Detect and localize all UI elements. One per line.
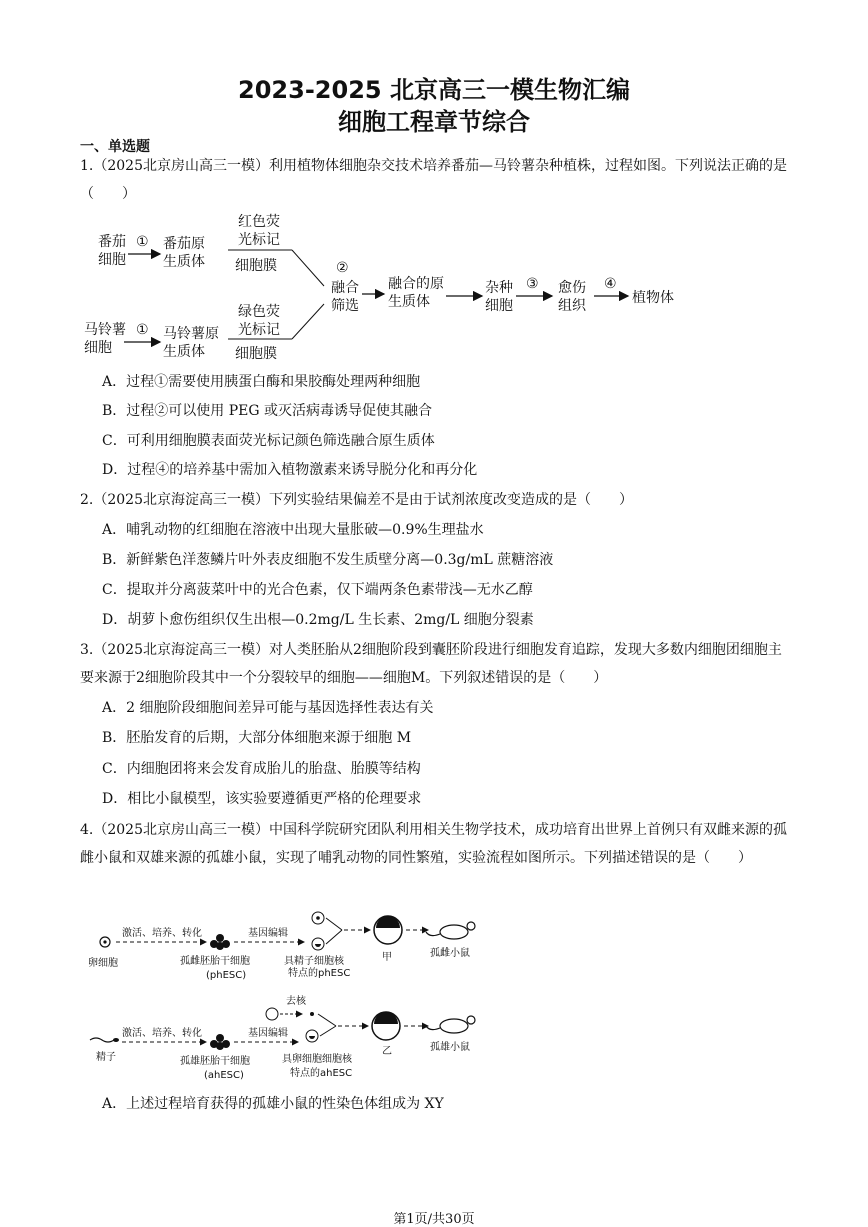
q2-option-c: C．提取并分离菠菜叶中的光合色素，仅下端两条色素带浅—无水乙醇 [102,582,533,598]
step4: ④ [604,276,617,292]
question-3-stem: 3.（2025北京海淀高三一模）对人类胚胎从2细胞阶段到囊胚阶段进行细胞发育追踪，发现大多数内细胞团细胞主要来源于2细胞阶段其中一个分裂较早的细胞——细胞M。下列叙述错误的是（ ） [80,642,782,686]
tomato-cell-label-2: 细胞 [98,252,126,268]
tomato-protoplast-2: 生质体 [163,254,205,270]
step1-bottom: ① [136,322,149,338]
sperm-label: 精子 [96,1052,116,1063]
activate-label-bottom: 激活、培养、转化 [122,1028,202,1039]
q3-option-d: D．相比小鼠模型，该实验要遵循更严格的伦理要求 [102,791,422,807]
q3-option-c: C．内细胞团将来会发育成胎儿的胎盘、胎膜等结构 [102,761,421,777]
phesc-label-2: (phESC) [206,970,247,981]
q1-option-d: D．过程④的培养基中需加入植物激素来诱导脱分化和再分化 [102,462,478,478]
fused-protoplast-2: 生质体 [388,294,430,310]
step1-top: ① [136,234,149,250]
q2-option-a: A．哺乳动物的红细胞在溶液中出现大量胀破—0.9%生理盐水 [102,522,484,538]
page-footer: 第1页/共30页 [393,1212,475,1227]
potato-protoplast-2: 生质体 [163,344,205,360]
callus-2: 组织 [558,298,586,314]
hybrid-cell-1: 杂种 [485,280,513,296]
activate-label-top: 激活、培养、转化 [122,928,202,939]
potato-protoplast-1: 马铃薯原 [163,326,219,342]
ahesc-label-2: (ahESC) [204,1070,244,1081]
q1-option-a: A．过程①需要使用胰蛋白酶和果胶酶处理两种细胞 [102,374,421,390]
tomato-protoplast-1: 番茄原 [163,236,205,252]
mouse-top-icon [426,922,475,939]
gene-edit-top: 基因编辑 [248,928,288,939]
hybrid-cell-2: 细胞 [485,298,513,314]
tomato-cell-label-1: 番茄 [98,234,126,250]
sperm-icon [90,1038,114,1042]
male-mouse-label: 孤雄小鼠 [430,1042,470,1053]
female-mouse-label: 孤雌小鼠 [430,948,470,959]
ahesc-egg-label-2: 特点的ahESC [290,1068,353,1079]
gene-edit-bottom: 基因编辑 [248,1028,288,1039]
q4-option-a: A．上述过程培育获得的孤雄小鼠的性染色体组成为 XY [102,1096,444,1112]
membrane-top: 细胞膜 [235,258,277,274]
potato-cell-label-1: 马铃薯 [84,322,126,338]
fusion-label-1: 融合 [331,280,359,296]
potato-cell-label-2: 细胞 [84,340,112,356]
page-title: 2023-2025 北京高三一模生物汇编 [238,76,630,104]
q2-option-d: D．胡萝卜愈伤组织仅生出根—0.2mg/L 生长素、2mg/L 细胞分裂素 [102,612,534,628]
red-label-2: 光标记 [238,232,280,248]
question-2-stem: 2.（2025北京海淀高三一模）下列实验结果偏差不是由于试剂浓度改变造成的是（ ） [80,492,633,508]
diagram-plant-somatic-hybridization [80,208,700,368]
q1-option-b: B．过程②可以使用 PEG 或灭活病毒诱导促使其融合 [102,403,433,419]
ahesc-cluster-icon [210,1034,230,1050]
egg-enucleated-icon [266,1008,278,1020]
ahesc-label-1: 孤雄胚胎干细胞 [180,1056,250,1067]
question-1-stem: 1.（2025北京房山高三一模）利用植物体细胞杂交技术培养番茄—马铃薯杂种植株，过程如图。下列说法正确的是（ ） [80,158,787,202]
jia-label: 甲 [382,952,392,963]
plant-label: 植物体 [632,290,674,306]
egg-label: 卵细胞 [88,958,118,969]
phesc-cluster-icon [210,934,230,950]
callus-1: 愈伤 [558,280,586,296]
question-4-stem: 4.（2025北京房山高三一模）中国科学院研究团队利用相关生物学技术，成功培育出世界上首例只有双雌来源的孤雌小鼠和双雄来源的孤雄小鼠，实现了哺乳动物的同性繁殖，实验流程如图所示。下列描述错误的是（ ） [80,822,787,866]
enucleate-label: 去核 [286,996,306,1007]
step3: ③ [526,276,539,292]
fusion-label-2: 筛选 [331,298,359,314]
phesc-sperm-label-2: 特点的phESC [288,968,351,979]
q2-option-b: B．新鲜紫色洋葱鳞片叶外表皮细胞不发生质壁分离—0.3g/mL 蔗糖溶液 [102,552,554,568]
mouse-bottom-icon [426,1016,475,1033]
phesc-label-1: 孤雌胚胎干细胞 [180,956,250,967]
q3-option-a: A．2 细胞阶段细胞间差异可能与基因选择性表达有关 [102,700,434,716]
q1-option-c: C．可利用细胞膜表面荧光标记颜色筛选融合原生质体 [102,433,435,449]
ahesc-egg-label-1: 具卵细胞细胞核 [282,1054,352,1065]
page-subtitle: 细胞工程章节综合 [338,108,530,136]
green-label-1: 绿色荧 [238,304,280,320]
diagram-same-sex-reproduction [86,904,506,1084]
red-label-1: 红色荧 [238,214,280,230]
yi-label: 乙 [382,1046,392,1057]
section-heading: 一、单选题 [80,139,150,155]
fused-protoplast-1: 融合的原 [388,276,444,292]
step2: ② [336,260,349,276]
green-label-2: 光标记 [238,322,280,338]
membrane-bottom: 细胞膜 [235,346,277,362]
phesc-sperm-label-1: 具精子细胞核 [284,956,344,967]
q3-option-b: B．胚胎发育的后期，大部分体细胞来源于细胞 M [102,730,412,746]
